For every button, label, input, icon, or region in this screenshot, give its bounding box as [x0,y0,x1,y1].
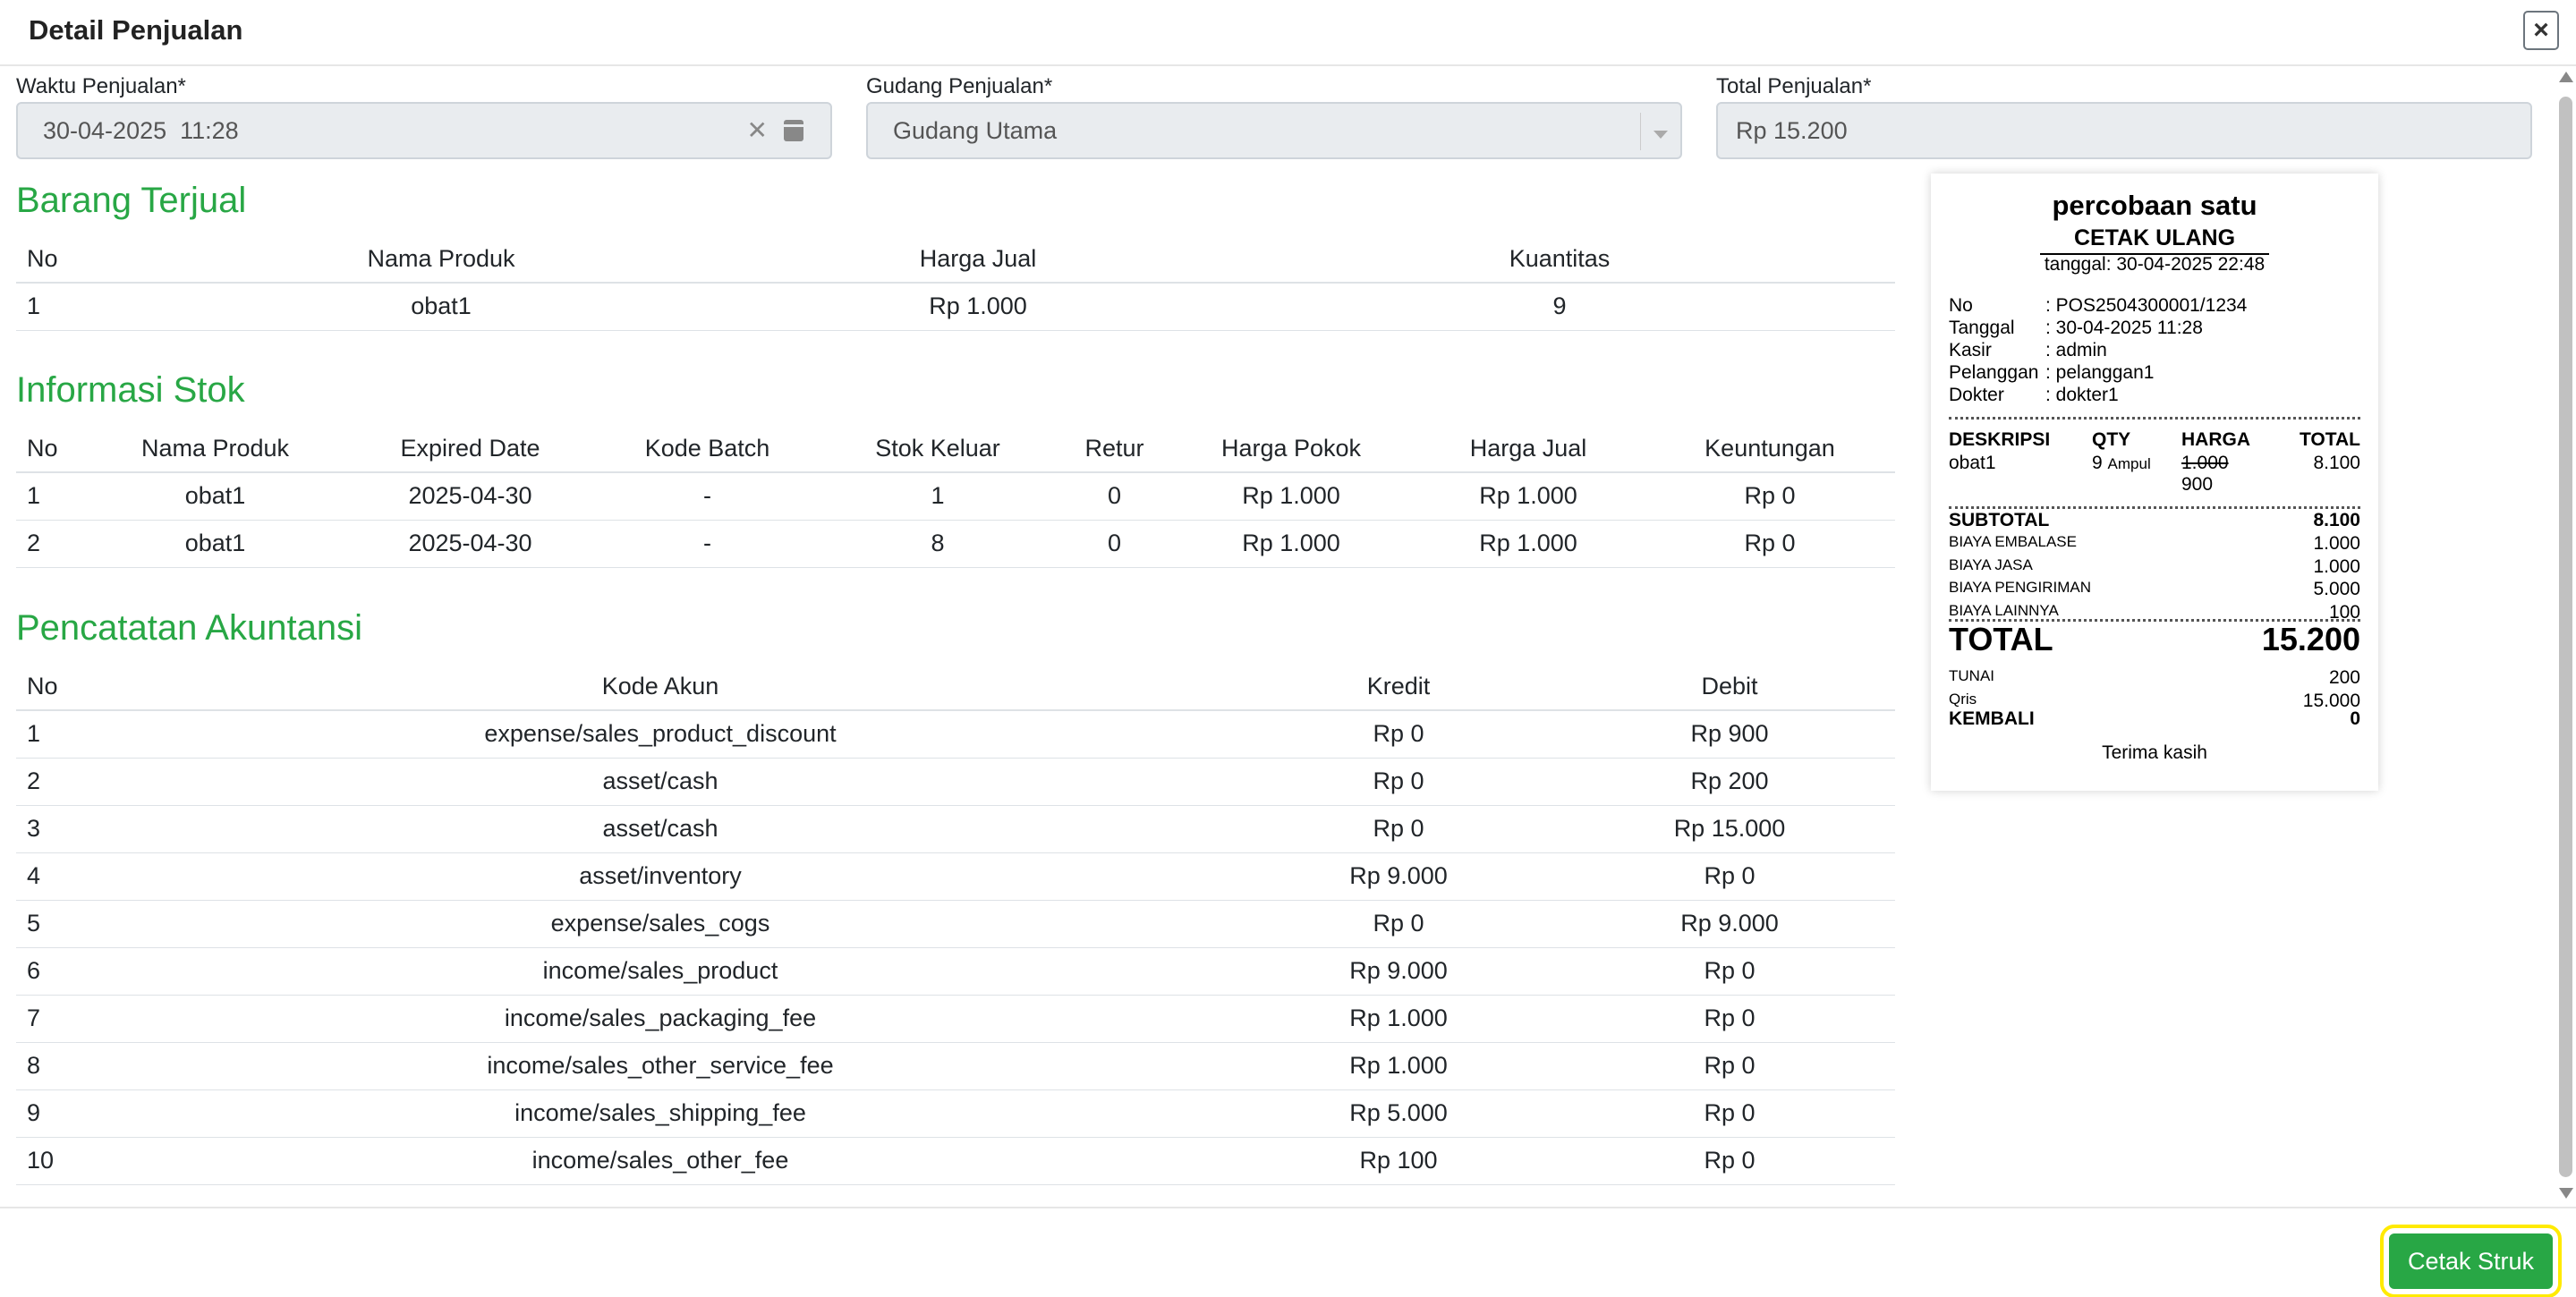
receipt-print-date: tanggal: 30-04-2025 22:48 [2044,254,2266,275]
gudang-penjualan-value: Gudang Utama [893,117,1058,144]
total-penjualan-field [1716,72,2532,159]
table-cell: expense/sales_cogs [88,900,1233,947]
gudang-penjualan-field [866,72,1682,159]
chevron-down-icon[interactable] [1654,131,1668,139]
table-cell: asset/inventory [88,852,1233,900]
receipt-fee-value: 5.000 [2313,579,2360,599]
table-cell: 2 [16,758,88,805]
receipt-total-label: TOTAL [1949,621,2053,657]
table-cell: obat1 [150,283,732,330]
column-header: Kode Batch [598,426,817,472]
cetak-struk-button[interactable]: Cetak Struk [2389,1233,2553,1289]
table-cell: Rp 9.000 [1233,852,1564,900]
table-cell: Rp 200 [1564,758,1895,805]
table-cell: 1 [16,472,88,520]
table-cell: asset/cash [88,805,1233,852]
receipt-item-old-price: 1.000 [2181,453,2229,473]
table-cell: Rp 1.000 [1233,995,1564,1042]
gudang-penjualan-select[interactable] [866,102,1682,159]
receipt-thanks: Terima kasih [2102,742,2207,763]
column-header: Harga Jual [732,236,1224,283]
receipt-info-key: Dokter [1949,385,2004,405]
table-cell: 2025-04-30 [343,520,598,567]
table-cell: Rp 9.000 [1564,900,1895,947]
table-cell: 2 [16,520,88,567]
receipt-fee-value: 1.000 [2313,555,2360,577]
waktu-penjualan-value: 30-04-2025 11:28 [43,117,239,144]
table-cell: Rp 0 [1233,710,1564,758]
table-cell: Rp 0 [1645,520,1895,567]
table-row [16,758,1895,805]
scroll-up-icon[interactable] [2559,72,2573,82]
section-title-pencatatan-akuntansi: Pencatatan Akuntansi [16,608,362,648]
table-cell: 3 [16,805,88,852]
table-row [16,1042,1895,1089]
receipt-item-total: 8.100 [2313,453,2360,473]
receipt-header-total: TOTAL [2299,429,2360,450]
column-header: Expired Date [343,426,598,472]
receipt-payment-value: 15.000 [2302,691,2360,711]
scroll-thumb[interactable] [2559,97,2572,1177]
table-cell: income/sales_shipping_fee [88,1089,1233,1137]
table-row [16,1137,1895,1184]
pencatatan-akuntansi-table [16,664,1895,1185]
table-cell: 5 [16,900,88,947]
table-cell: 8 [16,1042,88,1089]
receipt-cetak-ulang: CETAK ULANG [2040,225,2269,255]
table-cell: income/sales_packaging_fee [88,995,1233,1042]
table-cell: 9 [16,1089,88,1137]
table-cell: expense/sales_product_discount [88,710,1233,758]
column-header: Retur [1058,426,1170,472]
waktu-penjualan-label: Waktu Penjualan* [16,74,186,98]
table-cell: Rp 1.000 [1412,472,1645,520]
table-cell: Rp 5.000 [1233,1089,1564,1137]
table-row [16,472,1895,520]
table-cell: income/sales_other_fee [88,1137,1233,1184]
table-cell: 2025-04-30 [343,472,598,520]
table-cell: 0 [1058,472,1170,520]
table-row [16,283,1895,330]
table-cell: Rp 0 [1564,852,1895,900]
table-cell: 1 [16,283,150,330]
modal-header [0,0,2576,66]
vertical-scrollbar[interactable] [2555,66,2576,1207]
receipt-header-harga: HARGA [2181,429,2250,450]
column-header: Kuantitas [1224,236,1895,283]
receipt-fee-label: BIAYA EMBALASE [1949,533,2077,550]
table-cell: 7 [16,995,88,1042]
receipt-fee-value: 100 [2328,601,2360,623]
table-cell: obat1 [88,520,343,567]
table-row [16,900,1895,947]
receipt-item-unit: Ampul [2107,455,2151,472]
receipt-kembali-label: KEMBALI [1949,708,2035,729]
receipt-header-desc: DESKRIPSI [1949,429,2051,450]
receipt-divider [1949,506,2360,509]
receipt-preview [1931,174,2378,791]
receipt-kembali-value: 0 [2350,708,2360,729]
receipt-info-value: : 30-04-2025 11:28 [2045,318,2203,338]
column-header: Debit [1564,664,1895,710]
receipt-item-qty-value: 9 [2092,453,2103,473]
table-cell: 1 [16,710,88,758]
receipt-info-key: Tanggal [1949,318,2015,338]
table-cell: asset/cash [88,758,1233,805]
table-cell: Rp 1.000 [732,283,1224,330]
table-cell: Rp 0 [1564,1137,1895,1184]
table-row [16,520,1895,567]
receipt-info-value: : POS2504300001/1234 [2045,295,2248,316]
table-row [16,995,1895,1042]
receipt-info-value: : admin [2045,340,2107,360]
column-header: Nama Produk [88,426,343,472]
close-button[interactable] [2523,11,2559,50]
column-header: Nama Produk [150,236,732,283]
total-penjualan-input[interactable] [1716,102,2532,159]
modal-title: Detail Penjualan [29,14,243,46]
informasi-stok-table [16,426,1895,568]
receipt-info-value: : dokter1 [2045,385,2119,405]
table-cell: Rp 0 [1564,995,1895,1042]
receipt-fee-label: BIAYA JASA [1949,555,2033,573]
table-cell: Rp 0 [1233,758,1564,805]
table-cell: Rp 0 [1233,805,1564,852]
receipt-fee-label: BIAYA LAINNYA [1949,601,2059,619]
clear-icon[interactable]: ✕ [746,116,768,144]
table-cell: 0 [1058,520,1170,567]
gudang-penjualan-label: Gudang Penjualan* [866,74,1053,98]
receipt-item-name: obat1 [1949,453,1996,473]
table-cell: Rp 15.000 [1564,805,1895,852]
table-cell: income/sales_product [88,947,1233,995]
table-row [16,805,1895,852]
table-cell: Rp 1.000 [1170,520,1412,567]
table-cell: 9 [1224,283,1895,330]
receipt-info-key: Pelanggan [1949,362,2039,383]
section-title-barang-terjual: Barang Terjual [16,181,247,220]
column-header: Kredit [1233,664,1564,710]
column-header: Keuntungan [1645,426,1895,472]
table-cell: income/sales_other_service_fee [88,1042,1233,1089]
table-cell: Rp 1.000 [1170,472,1412,520]
table-cell: Rp 0 [1564,1042,1895,1089]
receipt-total-value: 15.200 [2261,621,2360,657]
table-row [16,1089,1895,1137]
receipt-header-qty: QTY [2092,429,2131,450]
receipt-fee-label: BIAYA PENGIRIMAN [1949,579,2092,596]
table-cell: 10 [16,1137,88,1184]
receipt-payment-label: TUNAI [1949,667,1994,684]
table-cell: 8 [817,520,1058,567]
table-cell: 4 [16,852,88,900]
receipt-item-new-price: 900 [2181,474,2214,495]
waktu-penjualan-field [16,72,832,159]
table-cell: Rp 100 [1233,1137,1564,1184]
column-header: Harga Jual [1412,426,1645,472]
column-header: No [16,236,150,283]
scroll-down-icon[interactable] [2559,1188,2573,1199]
receipt-subtotal-label: SUBTOTAL [1949,510,2050,530]
table-row [16,852,1895,900]
column-header: Harga Pokok [1170,426,1412,472]
table-cell: - [598,472,817,520]
table-row [16,710,1895,758]
total-penjualan-value: Rp 15.200 [1736,117,1848,144]
section-title-informasi-stok: Informasi Stok [16,370,245,410]
select-divider [1640,113,1641,150]
receipt-item-qty [2092,453,2151,474]
column-header: No [16,664,88,710]
receipt-fee-value: 1.000 [2313,533,2360,554]
table-cell: obat1 [88,472,343,520]
table-cell: Rp 0 [1645,472,1895,520]
waktu-penjualan-input[interactable] [16,102,832,159]
table-cell: Rp 0 [1564,1089,1895,1137]
receipt-info-key: Kasir [1949,340,1992,360]
calendar-icon[interactable] [784,120,803,141]
total-penjualan-label: Total Penjualan* [1716,74,1872,98]
receipt-payment-value: 200 [2328,667,2360,688]
table-cell: Rp 1.000 [1412,520,1645,567]
column-header: Stok Keluar [817,426,1058,472]
table-cell: Rp 0 [1233,900,1564,947]
receipt-subtotal-value: 8.100 [2313,510,2360,530]
table-cell: Rp 0 [1564,947,1895,995]
table-cell: Rp 900 [1564,710,1895,758]
modal-footer [0,1207,2576,1297]
receipt-payment-label: Qris [1949,691,1977,708]
column-header: Kode Akun [88,664,1233,710]
receipt-divider [1949,417,2360,420]
table-row [16,947,1895,995]
modal-body[interactable] [0,66,2555,1207]
table-cell: 6 [16,947,88,995]
close-icon: × [2533,15,2549,45]
barang-terjual-table [16,236,1895,331]
table-cell: - [598,520,817,567]
table-cell: 1 [817,472,1058,520]
table-cell: Rp 9.000 [1233,947,1564,995]
receipt-info-key: No [1949,295,1973,316]
table-cell: Rp 1.000 [1233,1042,1564,1089]
receipt-info-value: : pelanggan1 [2045,362,2155,383]
receipt-store-name: percobaan satu [2052,190,2257,221]
column-header: No [16,426,88,472]
